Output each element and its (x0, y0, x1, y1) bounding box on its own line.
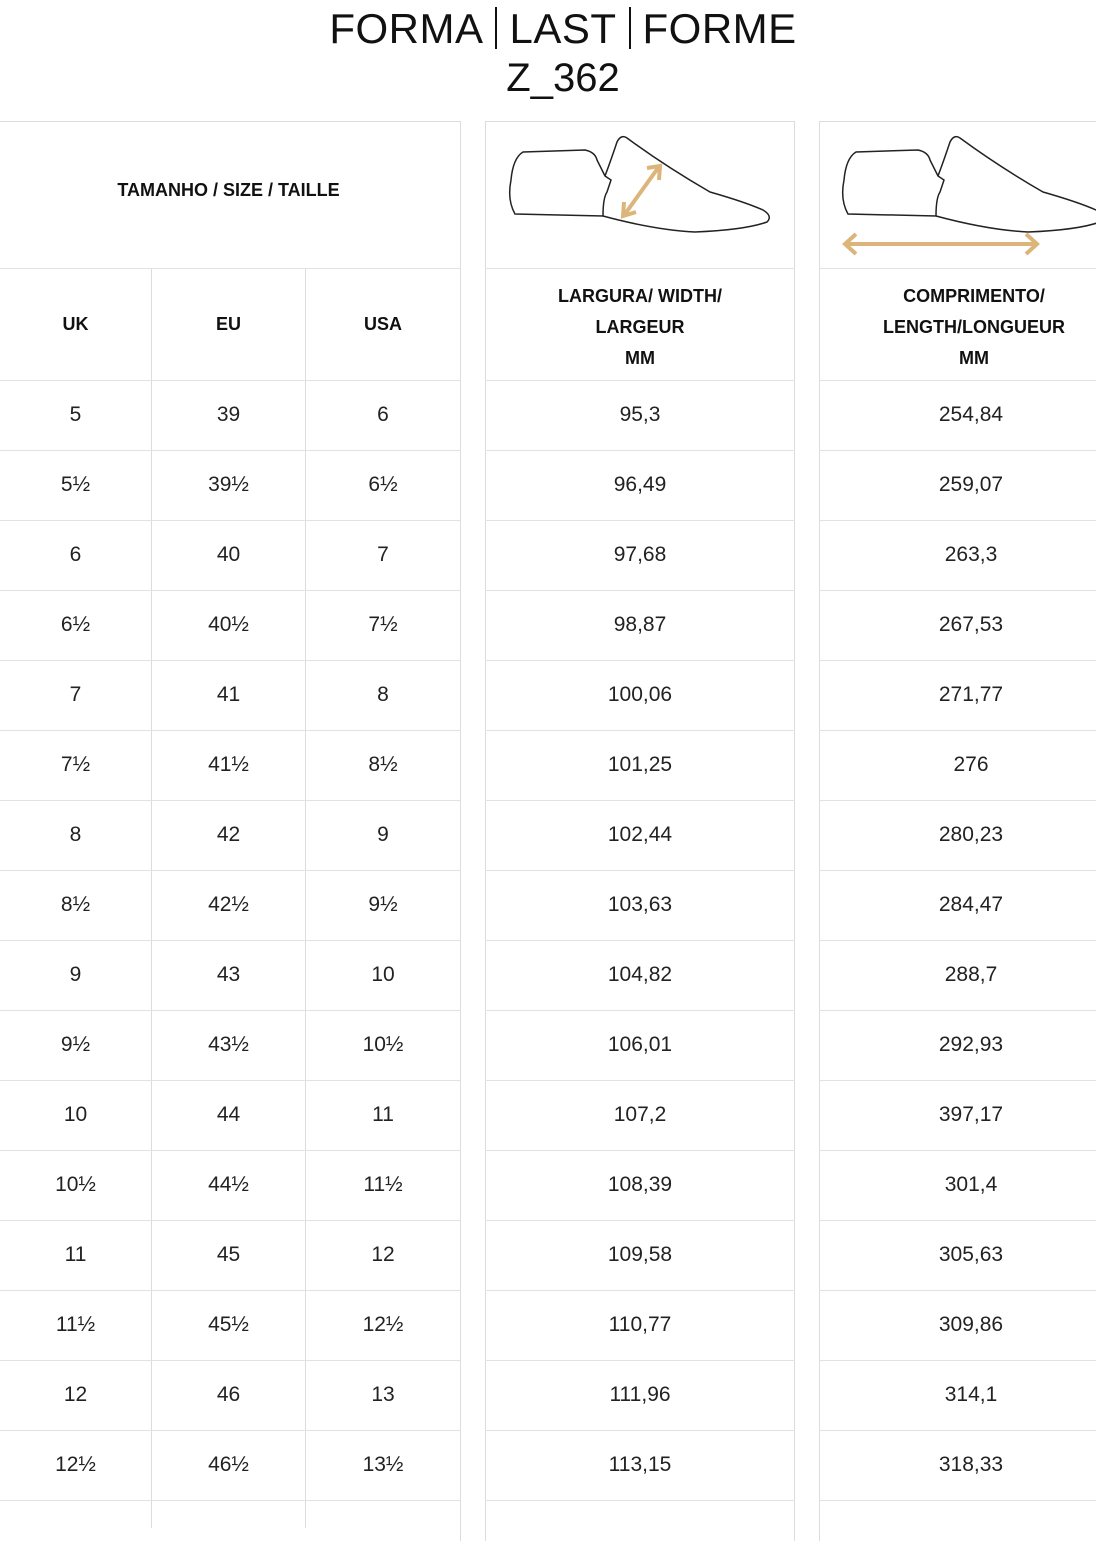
usa-cell: 6 (377, 403, 389, 426)
eu-cell: 41½ (208, 753, 249, 776)
eu-cell: 44½ (208, 1173, 249, 1196)
usa-cell: 7½ (368, 613, 398, 636)
width-cell: 104,82 (607, 963, 673, 986)
title-forme: FORME (642, 5, 797, 52)
eu-cell: 45½ (208, 1313, 249, 1336)
eu-cell: 40½ (208, 613, 249, 636)
width-cell: 95,3 (619, 403, 661, 426)
length-cell: 263,3 (944, 543, 998, 566)
length-header-line: LENGTH/LONGUEUR (883, 317, 1065, 337)
length-cell: 259,07 (938, 473, 1004, 496)
usa-cell: 12 (371, 1243, 395, 1266)
title-separator (495, 7, 497, 49)
eu-cell: 45 (216, 1243, 241, 1266)
width-cell: 107,2 (613, 1103, 667, 1126)
uk-header: UK (62, 314, 89, 334)
length-cell: 276 (953, 753, 989, 776)
header-divider (819, 268, 1096, 269)
width-cell: 113,15 (608, 1453, 672, 1476)
length-cell: 284,47 (938, 893, 1004, 916)
eu-cell: 43½ (208, 1033, 249, 1056)
length-cell: 288,7 (944, 963, 998, 986)
length-cell: 254,84 (938, 403, 1004, 426)
header-divider (0, 268, 461, 269)
length-cell: 301,4 (944, 1173, 998, 1196)
length-cell: 318,33 (938, 1453, 1004, 1476)
uk-cell: 12½ (55, 1453, 96, 1476)
usa-cell: 13 (371, 1383, 395, 1406)
title-separator (629, 7, 631, 49)
uk-cell: 10 (63, 1103, 88, 1126)
width-cell: 111,96 (609, 1383, 671, 1406)
uk-cell: 7½ (60, 753, 91, 776)
uk-cell: 8½ (60, 893, 91, 916)
usa-cell: 9½ (368, 893, 398, 916)
size-header: TAMANHO / SIZE / TAILLE (117, 180, 340, 200)
usa-cell: 12½ (362, 1313, 404, 1336)
uk-cell: 8 (69, 823, 82, 846)
width-cell: 98,87 (613, 613, 667, 636)
width-header-line: LARGURA/ WIDTH/ (558, 286, 722, 306)
eu-cell: 41 (216, 683, 241, 706)
length-header (820, 281, 1096, 374)
length-cell: 309,86 (938, 1313, 1004, 1336)
title-forma: FORMA (329, 5, 484, 52)
uk-cell: 5½ (60, 473, 91, 496)
width-cell: 101,25 (607, 753, 673, 776)
usa-cell: 10½ (362, 1033, 404, 1056)
width-header (486, 281, 794, 374)
eu-cell: 44 (216, 1103, 241, 1126)
usa-header: USA (363, 314, 402, 334)
eu-cell: 42½ (208, 893, 249, 916)
eu-cell: 39 (216, 403, 241, 426)
width-header-line: LARGEUR (595, 317, 685, 337)
usa-cell: 11½ (363, 1173, 403, 1196)
eu-cell: 46½ (208, 1453, 249, 1476)
length-header-unit: MM (959, 348, 989, 368)
header-divider (485, 268, 795, 269)
row-divider (485, 1500, 795, 1501)
length-cell: 397,17 (938, 1103, 1004, 1126)
usa-cell: 10 (371, 963, 395, 986)
length-cell: 314,1 (944, 1383, 998, 1406)
usa-cell: 7 (377, 543, 389, 566)
uk-cell: 5 (69, 403, 82, 426)
eu-cell: 40 (216, 543, 241, 566)
width-cell: 102,44 (607, 823, 673, 846)
width-cell: 109,58 (607, 1243, 673, 1266)
width-header-unit: MM (625, 348, 655, 368)
usa-cell: 13½ (362, 1453, 404, 1476)
length-cell: 305,63 (938, 1243, 1004, 1266)
uk-cell: 6 (69, 543, 82, 566)
eu-cell: 43 (216, 963, 241, 986)
width-cell: 106,01 (607, 1033, 673, 1056)
uk-cell: 6½ (60, 613, 91, 636)
eu-header: EU (215, 314, 241, 334)
shoe-length-icon (838, 130, 1096, 260)
page-title (0, 4, 1096, 54)
usa-cell: 8½ (368, 753, 398, 776)
row-divider (819, 1500, 1096, 1501)
length-cell: 267,53 (938, 613, 1004, 636)
width-cell: 97,68 (613, 543, 667, 566)
eu-cell: 39½ (208, 473, 249, 496)
width-cell: 108,39 (607, 1173, 673, 1196)
width-cell: 96,49 (613, 473, 667, 496)
length-cell: 292,93 (938, 1033, 1004, 1056)
eu-cell: 46 (216, 1383, 241, 1406)
usa-cell: 9 (377, 823, 389, 846)
width-cell: 100,06 (607, 683, 673, 706)
uk-cell: 9 (69, 963, 82, 986)
width-cell: 103,63 (607, 893, 673, 916)
usa-cell: 11 (372, 1103, 394, 1126)
usa-cell: 8 (377, 683, 389, 706)
uk-cell: 11 (64, 1243, 87, 1266)
uk-cell: 7 (69, 683, 82, 706)
model-code: Z_362 (506, 56, 620, 100)
title-last: LAST (509, 5, 617, 52)
shoe-width-icon (505, 130, 775, 240)
uk-cell: 11½ (55, 1313, 96, 1336)
length-cell: 271,77 (938, 683, 1004, 706)
width-cell: 110,77 (608, 1313, 672, 1336)
length-header-line: COMPRIMENTO/ (903, 286, 1045, 306)
uk-cell: 10½ (55, 1173, 96, 1196)
eu-cell: 42 (216, 823, 241, 846)
length-cell: 280,23 (938, 823, 1004, 846)
uk-cell: 12 (63, 1383, 88, 1406)
usa-cell: 6½ (368, 473, 398, 496)
uk-cell: 9½ (60, 1033, 91, 1056)
row-divider (0, 1500, 461, 1501)
